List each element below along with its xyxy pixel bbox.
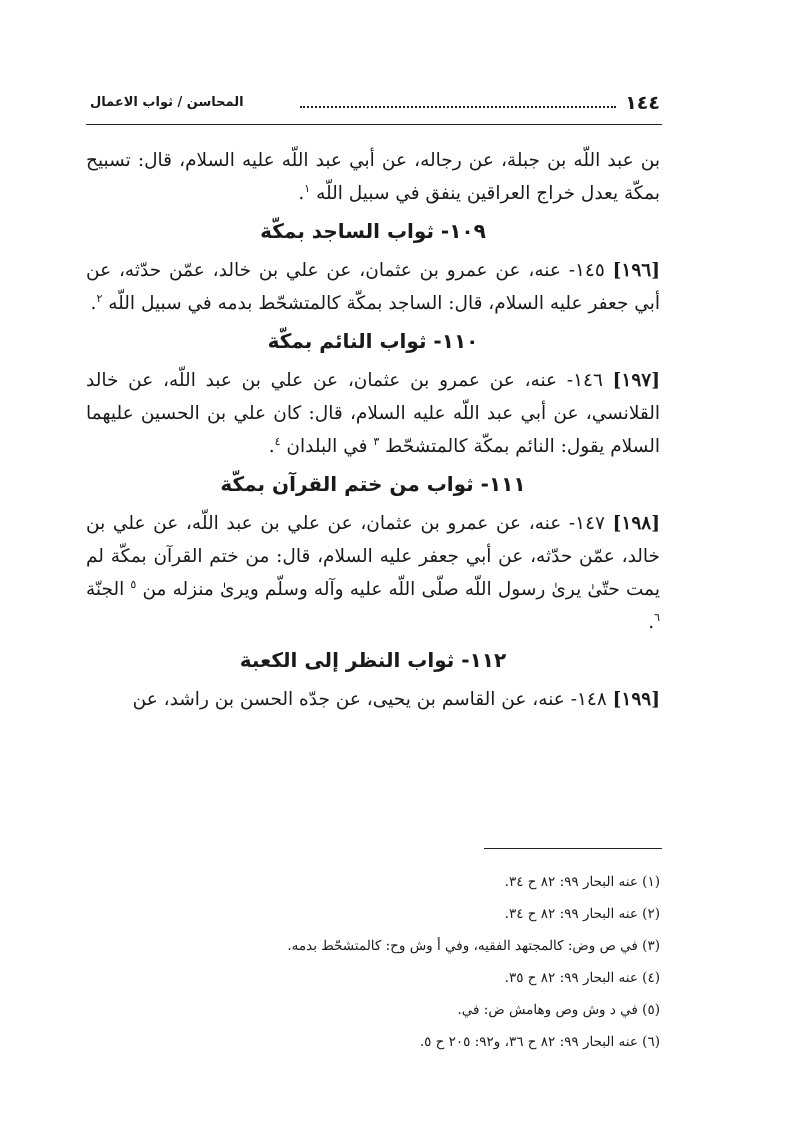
punctuation: . <box>268 436 275 457</box>
footnote: (٣) في ص وض: كالمجتهد الفقيه، وفي أ وش وح: كالمتشحّط بدمه. <box>287 938 660 954</box>
hadith-text: ١٤٧- عنه، عن عمرو بن عثمان، عن علي بن عبد اللّه، عن علي بن خالد، عمّن حدّثه، عن أبي جعفر عليه السلام، قال: من ختم القرآن بمكّة لم يمت حتّىٰ يرىٰ رسول اللّه صلّى اللّه عليه وآله وسلّم ويرىٰ منزله من <box>86 513 660 600</box>
footnote: (٢) عنه البحار ٩٩: ٨٢ ح ٣٤. <box>504 906 660 922</box>
hadith-number: [١٩٩] <box>612 689 660 710</box>
section-heading: ١١٠- ثواب النائم بمكّة <box>267 329 479 353</box>
hadith-number: [١٩٧] <box>612 370 660 391</box>
section-heading: ١٠٩- ثواب الساجد بمكّة <box>260 219 486 243</box>
running-title: المحاسن / ثواب الاعمال <box>90 95 244 110</box>
footnote: (١) عنه البحار ٩٩: ٨٢ ح ٣٤. <box>504 874 660 890</box>
footnotes <box>86 866 660 1058</box>
hadith-paragraph <box>86 254 660 320</box>
hadith-paragraph <box>86 507 660 639</box>
page-number: ١٤٤ <box>625 92 660 114</box>
footnote-ref: ٥ <box>130 577 137 591</box>
footnote: (٥) في د وش وص وهامش ض: في. <box>457 1002 660 1018</box>
hadith-text: في البلدان <box>286 436 374 457</box>
hadith-text: ١٤٥- عنه، عن عمرو بن عثمان، عن علي بن خالد، عمّن حدّثه، عن أبي جعفر عليه السلام، قال: الساجد بمكّة كالمتشحّط بدمه في سبيل اللّه <box>86 260 660 314</box>
hadith-paragraph <box>86 683 660 716</box>
intro-paragraph: بن عبد اللّه بن جبلة، عن رجاله، عن أبي عبد اللّه عليه السلام، قال: تسبيح بمكّة يعدل خراج العراقين ينفق في سبيل اللّه $^١$. <box>86 150 660 204</box>
footnote-ref: ٦ <box>654 610 660 624</box>
punctuation: . <box>648 612 655 633</box>
section-heading: ١١١- ثواب من ختم القرآن بمكّة <box>220 472 526 496</box>
footnote: (٦) عنه البحار ٩٩: ٨٢ ح ٣٦، و٩٢: ٢٠٥ ح ٥. <box>419 1034 660 1050</box>
footnote-ref: ٣ <box>373 434 380 448</box>
footnote-ref: ٤ <box>274 434 281 448</box>
header-dot-leader <box>300 106 616 108</box>
section-heading: ١١٢- ثواب النظر إلى الكعبة <box>239 648 507 672</box>
running-header <box>90 92 660 118</box>
hadith-number: [١٩٨] <box>612 513 660 534</box>
footnote: (٤) عنه البحار ٩٩: ٨٢ ح ٣٥. <box>504 970 660 986</box>
hadith-text: ١٤٨- عنه، عن القاسم بن يحيى، عن جدّه الحسن بن راشد، عن <box>132 689 613 710</box>
hadith-number: [١٩٦] <box>612 260 660 281</box>
main-text <box>86 144 660 716</box>
hadith-text: ١٤٦- عنه، عن عمرو بن عثمان، عن علي بن عبد اللّه، عن خالد القلانسي، عن أبي عبد اللّه عليه السلام، قال: كان علي بن الحسين عليهما السلام يقول: النائم بمكّة كالمتشحّط <box>86 370 660 457</box>
hadith-text: الجنّة <box>86 579 131 600</box>
footnote-rule <box>484 848 662 849</box>
punctuation: . <box>90 293 97 314</box>
hadith-paragraph <box>86 364 660 463</box>
intro-text: بن عبد اللّه بن جبلة، عن رجاله، عن أبي عبد اللّه عليه السلام، قال: تسبيح بمكّة يعدل خراج العراقين ينفق في سبيل اللّه <box>86 150 660 204</box>
footnote-ref: ١ <box>304 181 311 195</box>
footnote-ref: ٢ <box>96 291 103 305</box>
header-rule <box>86 124 662 125</box>
